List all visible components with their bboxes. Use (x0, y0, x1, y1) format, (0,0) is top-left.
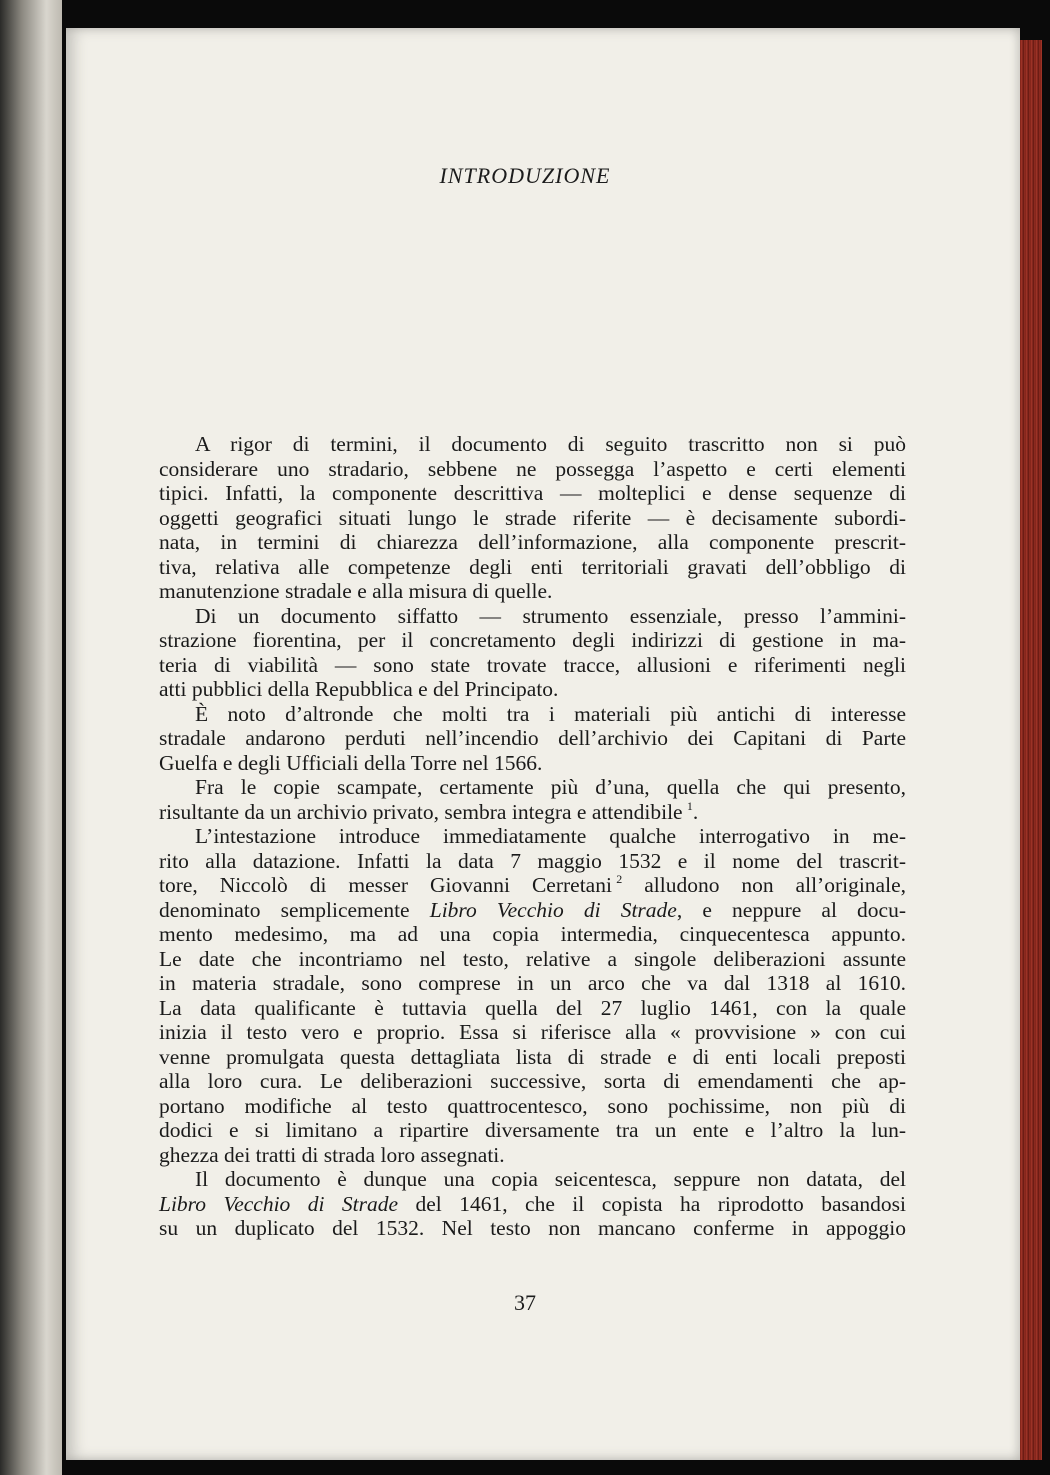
text-line: risultante da un archivio privato, sembra integra e attendibile $^1$. (159, 798, 699, 824)
text-segment: alludono non all’originale, (644, 873, 906, 897)
text-segment: , e neppure al docu- (676, 897, 907, 922)
footnote-ref: 1 (686, 798, 693, 813)
text-line: atti pubblici della Repubblica e del Principato. (159, 677, 559, 701)
text-line: dodici e si limitano a ripartire diversamente tra un ente e l’altro la lun- (159, 1118, 906, 1142)
text-line: in materia stradale, sono comprese in un arco che va dal 1318 al 1610. (159, 971, 906, 995)
text-line: oggetti geografici situati lungo le strade riferite — è decisamente subordi- (159, 505, 906, 530)
text-line: Di un documento siffatto — strumento essenziale, presso l’ammini- (195, 603, 906, 628)
text-line: manutenzione stradale e alla misura di quelle. (159, 579, 553, 603)
text-line: La data qualificante è tuttavia quella del 27 luglio 1461, con la quale (159, 995, 906, 1020)
text-line: su un duplicato del 1532. Nel testo non mancano conferme in appoggio (159, 1216, 906, 1240)
text-line: L’intestazione introduce immediatamente qualche interrogativo in me- (195, 824, 906, 848)
text-segment: denominato semplicemente (159, 897, 410, 922)
italic-title: Libro Vecchio di Strade (159, 1191, 399, 1216)
text-line: rito alla datazione. Infatti la data 7 maggio 1532 e il nome del trascrit- (159, 848, 906, 873)
text-line: teria di viabilità — sono state trovate tracce, allusioni e riferimenti negli (159, 652, 906, 677)
body-text (159, 432, 906, 1241)
text-line: Il documento è dunque una copia seicentesca, seppure non datata, del (195, 1167, 906, 1191)
page-number: 37 (514, 1290, 536, 1315)
text-line (159, 1192, 906, 1217)
text-line: Fra le copie scampate, certamente più d’una, quella che qui presento, (195, 775, 906, 799)
italic-title: Libro Vecchio di Strade (429, 897, 677, 922)
text-line: stradale andarono perduti nell’incendio dell’archivio dei Capitani di Parte (159, 726, 906, 750)
facing-page-edge (0, 0, 62, 1475)
text-line (159, 898, 906, 923)
text-line: nata, in termini di chiarezza dell’informazione, alla componente prescrit- (159, 530, 906, 554)
page-stack-edge (1020, 40, 1042, 1460)
text-line: A rigor di termini, il documento di seguito trascritto non si può (195, 432, 906, 456)
text-line: Guelfa e degli Ufficiali della Torre nel 1566. (159, 750, 543, 775)
text-line: strazione fiorentina, per il concretamento degli indirizzi di gestione in ma- (159, 628, 906, 652)
text-line: alla loro cura. Le deliberazioni successive, sorta di emendamenti che ap- (159, 1069, 906, 1093)
text-line: tiva, relativa alle competenze degli enti territoriali gravati dell’obbligo di (159, 554, 906, 579)
text-line: ghezza dei tratti di strada loro assegnati. (159, 1142, 505, 1167)
text-line: considerare uno stradario, sebbene ne possegga l’aspetto e certi elementi (159, 456, 906, 481)
text-segment: del 1461, che il copista ha riprodotto basandosi (415, 1191, 906, 1216)
chapter-title: INTRODUZIONE (439, 163, 611, 188)
text-line: inizia il testo vero e proprio. Essa si riferisce alla « provvisione » con cui (159, 1020, 906, 1044)
text-line: venne promulgata questa dettagliata lista di strade e di enti locali preposti (159, 1044, 906, 1069)
text-line: portano modifiche al testo quattrocentesco, sono pochissime, non più di (159, 1093, 906, 1118)
text-line: È noto d’altronde che molti tra i materiali più antichi di interesse (195, 701, 906, 726)
text-line: tipici. Infatti, la componente descrittiva — molteplici e dense sequenze di (159, 481, 906, 505)
text-segment: tore, Niccolò di messer Giovanni Cerretani (159, 873, 612, 897)
text-line: mento medesimo, ma ad una copia intermedia, cinquecentesca appunto. (159, 922, 906, 946)
footnote-ref: 2 (616, 872, 623, 886)
text-segment: risultante da un archivio privato, sembra integra e attendibile (159, 799, 683, 824)
text-line: Le date che incontriamo nel testo, relative a singole deliberazioni assunte (159, 946, 906, 971)
text-line (159, 873, 906, 898)
